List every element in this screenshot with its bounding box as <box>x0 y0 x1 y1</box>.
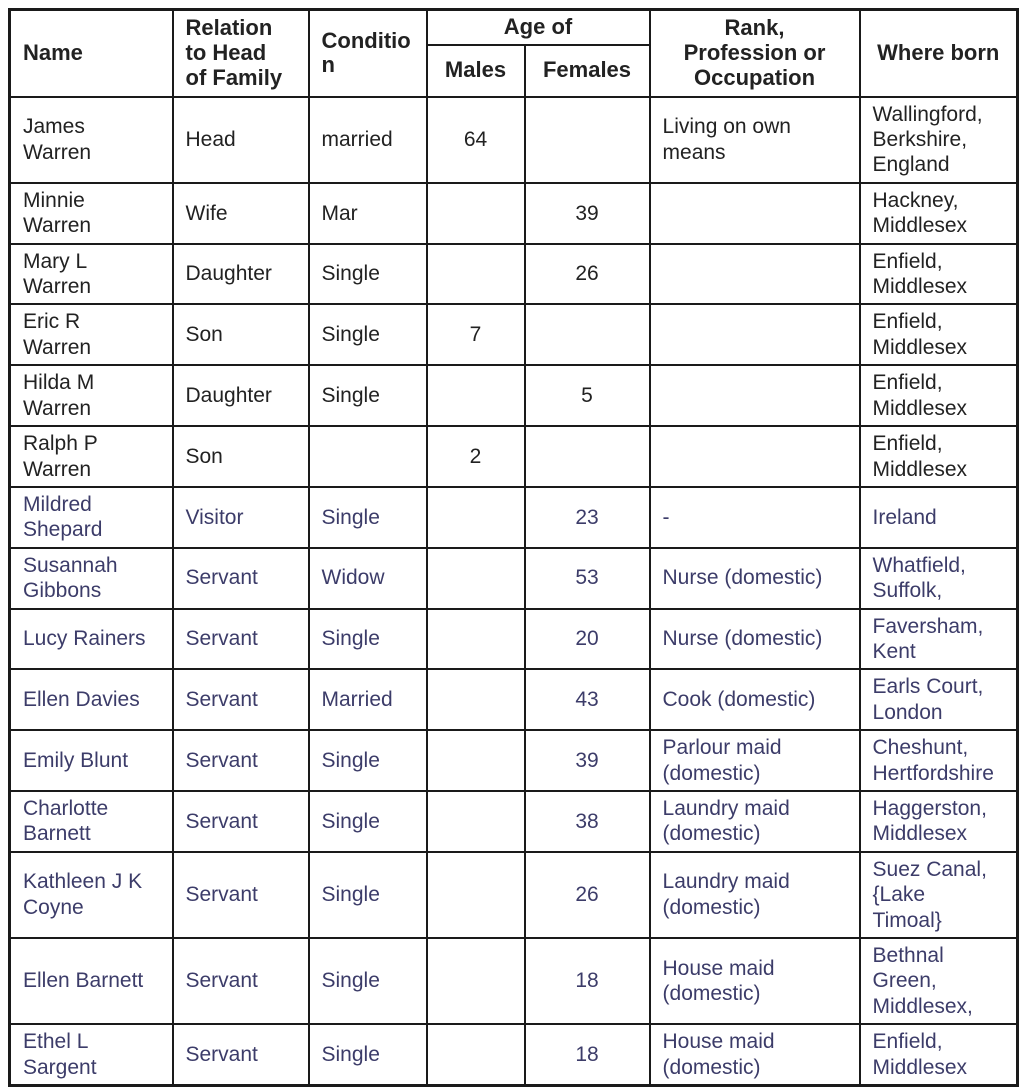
cell-relation: Wife <box>173 183 309 244</box>
cell-rank: Laundry maid (domestic) <box>650 852 860 938</box>
cell-age-males <box>427 183 525 244</box>
table-row <box>10 730 1018 791</box>
cell-rank <box>650 426 860 487</box>
cell-rank <box>650 365 860 426</box>
cell-name: Hilda M Warren <box>10 365 173 426</box>
cell-age-males <box>427 730 525 791</box>
cell-where-born: Wallingford, Berkshire, England <box>860 97 1018 183</box>
cell-relation: Daughter <box>173 244 309 305</box>
col-header-females: Females <box>525 45 650 97</box>
cell-name: Mary L Warren <box>10 244 173 305</box>
cell-age-males <box>427 365 525 426</box>
cell-where-born: Enfield, Middlesex <box>860 244 1018 305</box>
table-body <box>10 97 1018 1086</box>
cell-relation: Servant <box>173 852 309 938</box>
cell-age-females: 20 <box>525 609 650 670</box>
cell-age-females: 53 <box>525 548 650 609</box>
col-header-name <box>10 10 173 97</box>
cell-name: Mildred Shepard <box>10 487 173 548</box>
cell-name: Charlotte Barnett <box>10 791 173 852</box>
cell-where-born: Enfield, Middlesex <box>860 1024 1018 1085</box>
cell-age-females: 39 <box>525 730 650 791</box>
cell-age-females <box>525 426 650 487</box>
table-header <box>10 10 1018 97</box>
cell-relation: Son <box>173 304 309 365</box>
cell-age-females: 26 <box>525 852 650 938</box>
cell-where-born: Cheshunt, Hertfordshire <box>860 730 1018 791</box>
cell-where-born: Haggerston, Middlesex <box>860 791 1018 852</box>
col-header-where-born: Where born <box>860 10 1018 97</box>
cell-age-males <box>427 852 525 938</box>
cell-name: Susannah Gibbons <box>10 548 173 609</box>
header-row-top <box>10 10 1018 45</box>
table-row <box>10 304 1018 365</box>
cell-age-males <box>427 669 525 730</box>
cell-where-born: Enfield, Middlesex <box>860 365 1018 426</box>
cell-condition <box>309 426 427 487</box>
table-row <box>10 183 1018 244</box>
cell-relation: Head <box>173 97 309 183</box>
cell-name: Ellen Davies <box>10 669 173 730</box>
table-row <box>10 548 1018 609</box>
cell-condition: Single <box>309 1024 427 1085</box>
cell-condition: Single <box>309 244 427 305</box>
cell-rank <box>650 244 860 305</box>
cell-relation: Servant <box>173 1024 309 1085</box>
cell-rank: Nurse (domestic) <box>650 548 860 609</box>
col-header-relation <box>173 10 309 97</box>
cell-age-males <box>427 548 525 609</box>
cell-age-males: 7 <box>427 304 525 365</box>
table-row <box>10 1024 1018 1085</box>
cell-relation: Servant <box>173 938 309 1024</box>
col-header-relation-label: Relation to Head of Family <box>185 15 283 90</box>
cell-relation: Servant <box>173 548 309 609</box>
cell-age-females <box>525 304 650 365</box>
cell-age-males <box>427 609 525 670</box>
cell-where-born: Earls Court, London <box>860 669 1018 730</box>
table-row <box>10 365 1018 426</box>
cell-name: Eric R Warren <box>10 304 173 365</box>
cell-relation: Visitor <box>173 487 309 548</box>
cell-age-males: 2 <box>427 426 525 487</box>
cell-condition: Single <box>309 487 427 548</box>
cell-rank: Laundry maid (domestic) <box>650 791 860 852</box>
table-row <box>10 852 1018 938</box>
cell-age-males <box>427 938 525 1024</box>
cell-age-females: 26 <box>525 244 650 305</box>
cell-rank: - <box>650 487 860 548</box>
cell-name: Ellen Barnett <box>10 938 173 1024</box>
cell-age-females: 18 <box>525 1024 650 1085</box>
table-row <box>10 97 1018 183</box>
cell-where-born: Enfield, Middlesex <box>860 426 1018 487</box>
col-header-condition-label: Condition <box>321 27 411 78</box>
cell-relation: Servant <box>173 609 309 670</box>
cell-where-born: Faversham, Kent <box>860 609 1018 670</box>
cell-condition: Single <box>309 365 427 426</box>
cell-rank: Nurse (domestic) <box>650 609 860 670</box>
cell-name: Kathleen J K Coyne <box>10 852 173 938</box>
table-row <box>10 244 1018 305</box>
cell-age-females: 5 <box>525 365 650 426</box>
census-table <box>8 8 1019 1087</box>
cell-relation: Servant <box>173 669 309 730</box>
cell-age-males <box>427 487 525 548</box>
cell-rank <box>650 183 860 244</box>
cell-relation: Daughter <box>173 365 309 426</box>
cell-where-born: Hackney, Middlesex <box>860 183 1018 244</box>
cell-name: Ethel L Sargent <box>10 1024 173 1085</box>
cell-rank <box>650 304 860 365</box>
cell-age-females: 43 <box>525 669 650 730</box>
cell-where-born: Bethnal Green, Middlesex, <box>860 938 1018 1024</box>
cell-condition: Married <box>309 669 427 730</box>
cell-rank: House maid (domestic) <box>650 938 860 1024</box>
cell-condition: Single <box>309 304 427 365</box>
cell-where-born: Enfield, Middlesex <box>860 304 1018 365</box>
cell-age-males <box>427 1024 525 1085</box>
cell-age-females: 39 <box>525 183 650 244</box>
table-row <box>10 791 1018 852</box>
cell-relation: Son <box>173 426 309 487</box>
cell-name: Ralph P Warren <box>10 426 173 487</box>
cell-rank: House maid (domestic) <box>650 1024 860 1085</box>
cell-relation: Servant <box>173 791 309 852</box>
cell-name: Minnie Warren <box>10 183 173 244</box>
cell-condition: Single <box>309 852 427 938</box>
cell-age-females: 23 <box>525 487 650 548</box>
col-header-age-of: Age of <box>427 10 650 45</box>
col-header-condition <box>309 10 427 97</box>
cell-condition: married <box>309 97 427 183</box>
cell-where-born: Ireland <box>860 487 1018 548</box>
cell-age-females: 18 <box>525 938 650 1024</box>
cell-rank: Parlour maid (domestic) <box>650 730 860 791</box>
cell-where-born: Whatfield, Suffolk, <box>860 548 1018 609</box>
col-header-males: Males <box>427 45 525 97</box>
table-row <box>10 487 1018 548</box>
cell-condition: Widow <box>309 548 427 609</box>
cell-where-born: Suez Canal, {Lake Timoal} <box>860 852 1018 938</box>
col-header-rank-label: Rank, Profession or Occupation <box>683 15 826 90</box>
col-header-name-label: Name <box>23 40 83 65</box>
table-row <box>10 426 1018 487</box>
table-row <box>10 609 1018 670</box>
table-row <box>10 669 1018 730</box>
cell-name: James Warren <box>10 97 173 183</box>
cell-condition: Single <box>309 938 427 1024</box>
cell-name: Lucy Rainers <box>10 609 173 670</box>
cell-age-males <box>427 791 525 852</box>
cell-age-males: 64 <box>427 97 525 183</box>
cell-age-females: 38 <box>525 791 650 852</box>
cell-name: Emily Blunt <box>10 730 173 791</box>
cell-condition: Single <box>309 791 427 852</box>
col-header-rank <box>650 10 860 97</box>
cell-relation: Servant <box>173 730 309 791</box>
cell-rank: Cook (domestic) <box>650 669 860 730</box>
cell-condition: Mar <box>309 183 427 244</box>
cell-condition: Single <box>309 730 427 791</box>
cell-age-females <box>525 97 650 183</box>
cell-rank: Living on own means <box>650 97 860 183</box>
cell-age-males <box>427 244 525 305</box>
table-row <box>10 938 1018 1024</box>
cell-condition: Single <box>309 609 427 670</box>
